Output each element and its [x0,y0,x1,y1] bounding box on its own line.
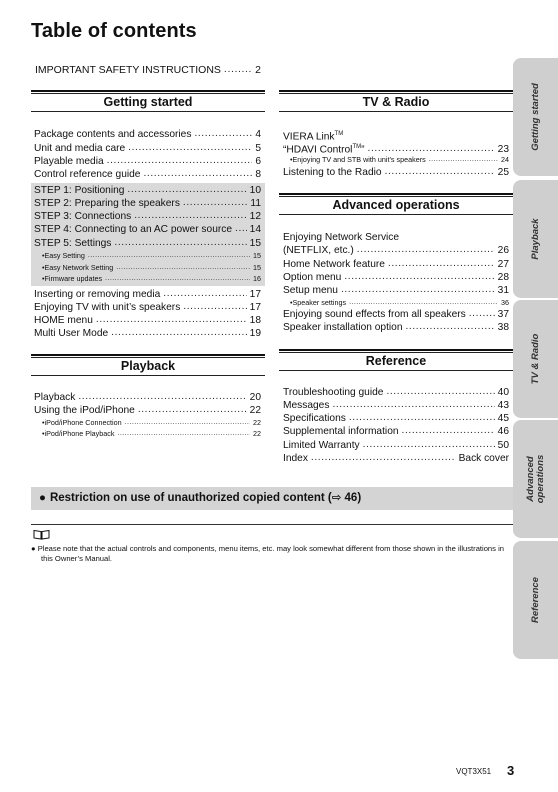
toc-entry-label: Limited Warranty [283,440,360,451]
toc-entry-label: Enjoying Network Service [283,232,400,243]
toc-entry-label: VIERA Link™ [283,131,344,143]
toc-entry[interactable] [283,166,509,179]
toc-entry-label: Setup menu [283,285,338,296]
toc-entry-page: 27 [497,259,509,270]
page-title: Table of contents [31,20,197,42]
toc-entry-page: 23 [497,144,509,156]
toc-entry-label: Messages [283,400,330,411]
toc-entry-page: 16 [253,274,261,283]
toc-entry-page: 40 [497,387,509,398]
leader-dots [107,154,253,167]
toc-entry-step[interactable] [34,223,261,236]
tab-playback[interactable] [513,180,558,298]
leader-dots [385,165,495,178]
toc-entry[interactable] [34,168,261,181]
section-heading-reference [279,352,513,371]
section-title: Reference [365,354,427,368]
bullet-icon: ● [39,492,46,504]
leader-dots [163,287,246,300]
toc-entry-label: Speaker installation option [283,322,403,333]
leader-dots [96,313,247,326]
toc-entry-page: 15 [253,263,261,272]
leader-dots [224,63,252,76]
toc-entry-page: 17 [249,302,261,313]
toc-entry-label: Using the iPod/iPhone [34,405,135,416]
toc-entry-page: 18 [249,315,261,326]
leader-dots [194,127,252,140]
note-text: ● Please note that the actual controls and components, menu items, etc. may look somewhat different from those shown in the illustrations in this Owner’s Manual. [31,544,504,563]
toc-entry-page: 37 [497,309,509,320]
toc-entry-page: 46 [497,426,509,437]
toc-entry-label: Supplemental information [283,426,399,437]
leader-dots [402,424,495,437]
toc-entry-page: 38 [497,322,509,333]
divider [31,524,513,525]
toc-entry-label: Enjoying sound effects from all speakers [283,309,466,320]
toc-entry-safety[interactable] [35,64,261,77]
tab-reference[interactable] [513,541,558,659]
leader-dots [311,451,456,464]
leader-dots [363,438,495,451]
leader-dots [344,270,494,283]
toc-entry-page: 22 [253,418,261,427]
leader-dots [183,300,246,313]
tab-getting-started[interactable] [513,58,558,176]
toc-entry-label: •iPod/iPhone Connection [42,418,122,427]
tab-tv-radio[interactable] [513,300,558,418]
leader-dots [111,326,246,339]
toc-entry-page: 50 [497,440,509,451]
toc-entry-page: 36 [501,298,509,307]
toc-entry-page: 11 [250,198,261,209]
section-heading-playback [31,357,265,376]
toc-entry-label: •Firmware updates [42,274,103,283]
toc-entry-label: Playback [34,392,76,403]
toc-entry-page: 17 [249,289,261,300]
toc-entry-label: •Speaker settings [290,298,347,307]
toc-entry-page: 14 [249,224,261,235]
toc-entry-label: Option menu [283,272,342,283]
leader-dots [357,243,495,256]
toc-entry-label: “HDAVI Control™” [283,144,365,156]
toc-entry-page: 4 [255,129,261,140]
toc-entry-label: Package contents and accessories [34,129,192,140]
toc-entry[interactable] [34,128,261,141]
toc-entry-label: STEP 1: Positioning [34,185,125,196]
toc-entry-page: 6 [255,156,261,167]
toc-entry-page: 43 [497,400,509,411]
toc-entry-label: Control reference guide [34,169,141,180]
toc-entry-page: 12 [249,211,261,222]
toc-entry-label: Troubleshooting guide [283,387,384,398]
toc-entry-page: 15 [249,238,261,249]
leader-dots [235,222,247,235]
heading-rule [279,349,513,351]
leader-dots [88,249,250,261]
leader-dots [134,209,246,222]
tab-label: Playback [529,218,541,260]
toc-entry-page: 22 [249,405,261,416]
leader-dots [143,167,252,180]
toc-entry-label: IMPORTANT SAFETY INSTRUCTIONS [35,64,221,76]
leader-dots [469,307,495,320]
toc-entry-page: 31 [497,285,509,296]
section-title: Getting started [103,95,193,109]
toc-entry-label: Specifications [283,413,346,424]
leader-dots [341,283,495,296]
toc-entry-page: Back cover [458,453,509,464]
leader-dots [429,153,498,165]
leader-dots [406,320,495,333]
toc-entry-label: •Easy Network Setting [42,263,114,272]
toc-entry-label: •Easy Setting [42,251,85,260]
book-icon [33,529,50,540]
toc-entry-label: Playable media [34,156,104,167]
heading-rule [31,354,265,356]
leader-dots [127,183,246,196]
toc-entry-page: 45 [497,413,509,424]
leader-dots [105,272,250,284]
toc-entry-page: 10 [249,185,261,196]
tab-label: TV & Radio [529,333,541,385]
tab-label: Advanced operations [524,454,546,504]
leader-dots [349,411,495,424]
toc-entry-label: Home Network feature [283,259,385,270]
section-heading-advanced [279,196,513,215]
toc-subentry[interactable] [42,273,261,285]
toc-entry-label: (NETFLIX, etc.) [283,245,354,256]
toc-entry-step[interactable] [34,210,261,223]
toc-entry-page: 8 [255,169,261,180]
toc-entry[interactable] [283,321,509,334]
leader-dots [78,390,246,403]
toc-entry-label: STEP 3: Connections [34,211,132,222]
toc-entry-page: 19 [249,328,261,339]
section-title: Playback [120,359,176,373]
tab-advanced-operations[interactable] [513,420,558,538]
restriction-notice[interactable] [31,487,513,510]
section-heading-tv-radio [279,93,513,112]
model-code: VQT3X51 [456,767,492,776]
tab-label: Reference [529,577,541,623]
toc-entry-label: •iPod/iPhone Playback [42,429,115,438]
toc-entry-label: STEP 5: Settings [34,238,112,249]
toc-entry-page: 2 [255,64,261,76]
toc-entry-page: 25 [497,167,509,178]
toc-entry-label: Index [283,453,308,464]
toc-entry-label: Listening to the Radio [283,167,382,178]
toc-entry-label: STEP 2: Preparing the speakers [34,198,180,209]
heading-rule [279,90,513,92]
toc-entry-label: •Enjoying TV and STB with unit’s speakers [290,155,426,164]
toc-entry-label: STEP 4: Connecting to an AC power source [34,224,233,235]
section-heading-getting-started [31,93,265,112]
restriction-text: Restriction on use of unauthorized copied content (⇨ 46) [49,492,362,504]
tab-label: Getting started [529,83,541,151]
toc-entry-page: 28 [497,272,509,283]
toc-entry-page: 20 [249,392,261,403]
toc-entry-page: 5 [255,143,261,154]
toc-entry[interactable] [283,425,509,438]
leader-dots [117,427,250,439]
toc-entry-label: Enjoying TV with unit’s speakers [34,302,181,313]
section-title: Advanced operations [332,198,460,212]
toc-entry-page: 22 [253,429,261,438]
leader-dots [114,236,246,249]
toc-entry-page: 15 [253,251,261,260]
toc-entry-page: 24 [501,155,509,164]
page-number: 3 [507,763,515,778]
leader-dots [183,196,248,209]
leader-dots [386,385,494,398]
toc-entry-label: Inserting or removing media [34,289,161,300]
toc-entry-label: HOME menu [34,315,93,326]
toc-entry[interactable] [34,327,261,340]
leader-dots [128,141,252,154]
section-title: TV & Radio [362,95,430,109]
heading-rule [31,90,265,92]
heading-rule [279,193,513,195]
toc-entry[interactable] [283,244,509,257]
toc-entry[interactable] [283,452,509,465]
toc-subentry[interactable] [42,428,261,440]
leader-dots [388,257,495,270]
toc-entry-label: Unit and media care [34,143,126,154]
toc-entry-page: 26 [497,245,509,256]
toc-entry-label: Multi User Mode [34,328,109,339]
leader-dots [332,398,494,411]
leader-dots [138,403,247,416]
